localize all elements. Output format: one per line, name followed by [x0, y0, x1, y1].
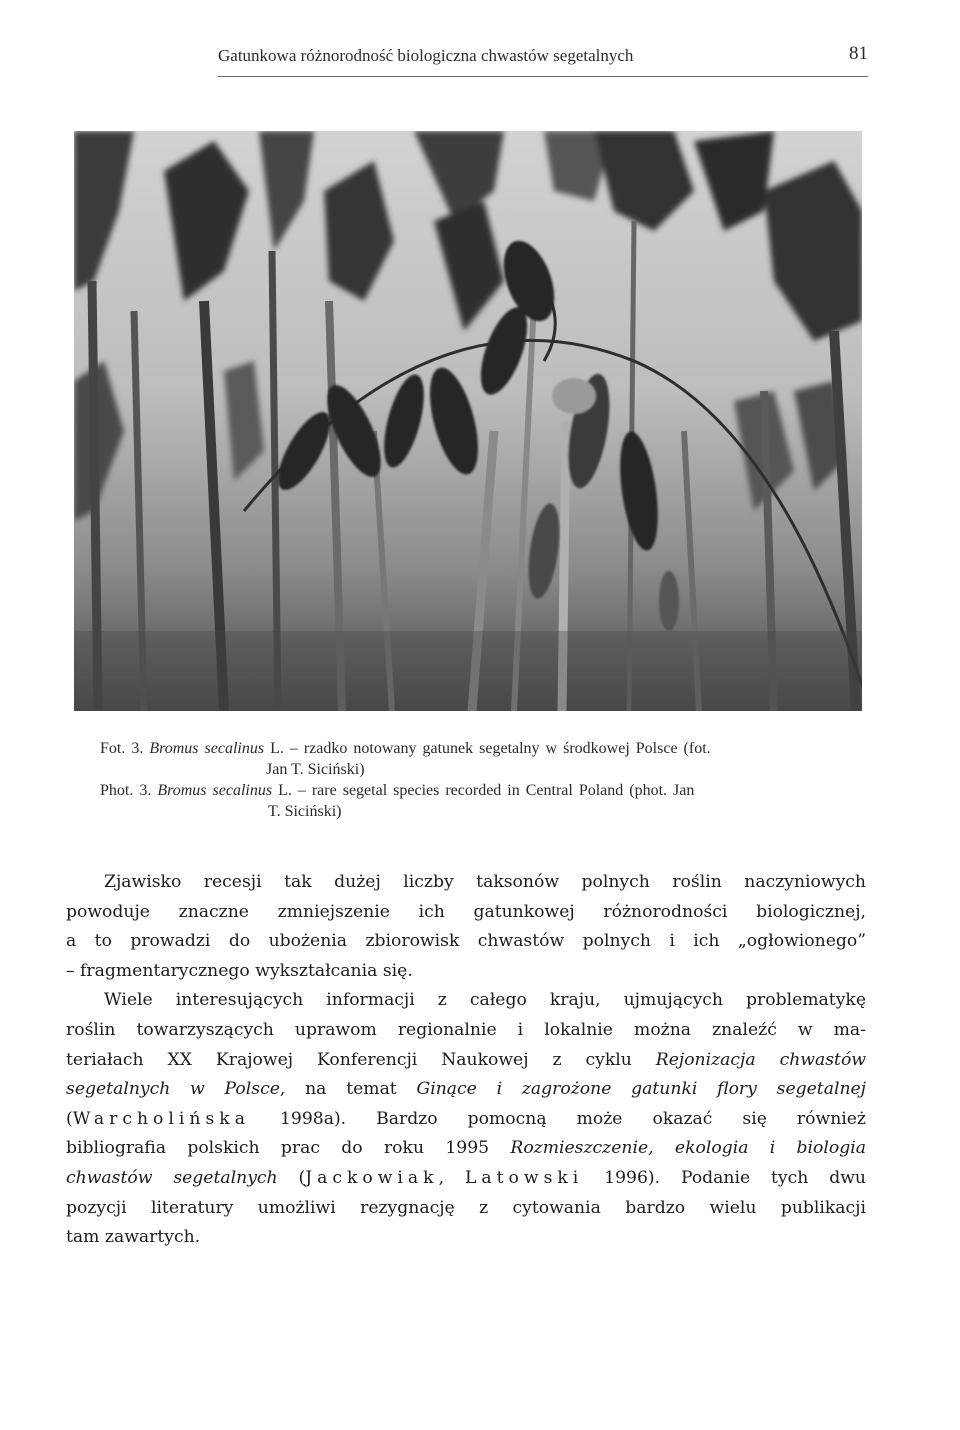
body-text	[66, 868, 866, 1253]
paragraph-line: roślin towarzyszących uprawom regionalnie i lokalnie można znaleźć w ma-	[66, 1019, 866, 1040]
author-citation: Jackowiak	[305, 1167, 439, 1188]
paragraph-line: tam zawartych.	[66, 1227, 201, 1248]
paragraph-line: pozycji literatury umożliwi rezygnację z cytowania bardzo wielu publikacji	[66, 1197, 866, 1218]
paragraph-line: teriałach XX Krajowej Konferencji Naukowej z cyklu Rejonizacja chwastów	[66, 1049, 867, 1070]
paragraph-line: a to prowadzi do ubożenia zbiorowisk chwastów polnych i ich „ogłowionego”	[66, 931, 866, 952]
paragraph-line: powoduje znaczne zmniejszenie ich gatunkowej różnorodności biologicznej,	[66, 901, 866, 922]
running-header-title: Gatunkowa różnorodność biologiczna chwastów segetalnych	[218, 46, 634, 65]
photograph-illustration	[74, 131, 862, 711]
paragraph-line: – fragmentarycznego wykształcania się.	[66, 960, 413, 981]
caption-english: Phot. 3. Bromus secalinus L. – rare segetal species recorded in Central Poland (phot. Jan	[100, 782, 695, 799]
header-rule	[218, 76, 868, 77]
caption-polish-continued: Jan T. Siciński)	[266, 761, 365, 778]
author-citation: Latowski	[464, 1167, 584, 1188]
running-header	[218, 44, 868, 68]
paragraph-line: chwastów segetalnych (Jackowiak, Latowski 1996). Podanie tych dwu	[66, 1167, 866, 1188]
paragraph-2	[66, 986, 866, 1252]
photo-caption	[100, 738, 870, 822]
paragraph-line: Zjawisko recesji tak dużej liczby taksonów polnych roślin naczyniowych	[104, 872, 866, 892]
paragraph-line: (Warcholińska 1998a). Bardzo pomocną może okazać się również	[66, 1108, 866, 1129]
caption-english-continued: T. Siciński)	[268, 803, 342, 820]
paragraph-line: segetalnych w Polsce, na temat Ginące i zagrożone gatunki flory segetalnej	[66, 1079, 867, 1100]
caption-polish: Fot. 3. Bromus secalinus L. – rzadko notowany gatunek segetalny w środkowej Polsce (fot.	[100, 740, 711, 757]
author-citation: Warcholińska	[72, 1108, 250, 1129]
page-number: 81	[849, 43, 868, 64]
paragraph-line: Wiele interesujących informacji z całego kraju, ujmujących problematykę	[104, 990, 866, 1011]
paragraph-line: bibliografia polskich prac do roku 1995 Rozmieszczenie, ekologia i biologia	[66, 1138, 866, 1159]
paragraph-1	[66, 868, 866, 986]
photograph-bromus-secalinus	[74, 131, 862, 711]
